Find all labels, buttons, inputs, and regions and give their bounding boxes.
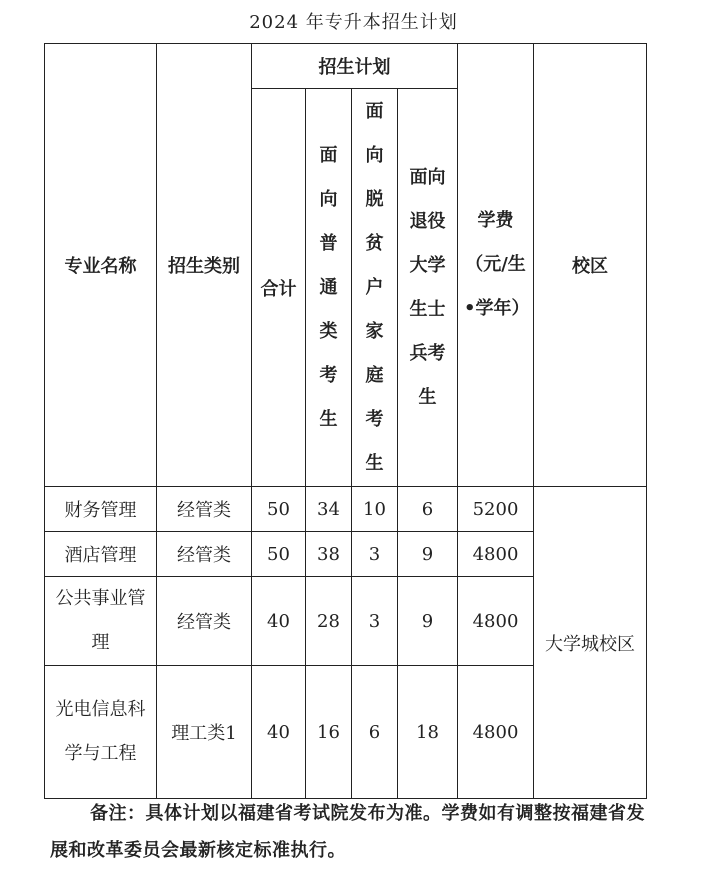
header-campus: 校区 [534,44,647,487]
cell-veteran: 9 [398,577,458,666]
cell-major [45,577,157,666]
header-tuition-text: 学费（元/生•学年） [464,210,530,319]
header-char: 普 [319,232,338,254]
header-char: 庭 [365,364,384,386]
cell-category: 理工类1 [157,666,252,799]
cell-veteran: 18 [398,666,458,799]
cell-regular: 34 [306,487,352,532]
cell-major-text: 光电信息科学与工程 [55,699,146,764]
cell-major [45,666,157,799]
cell-poverty: 10 [352,487,398,532]
cell-total: 50 [252,532,306,577]
cell-poverty: 6 [352,666,398,799]
cell-category: 经管类 [157,532,252,577]
footnote: 备注：具体计划以福建省考试院发布为准。学费如有调整按福建省发展和改革委员会最新核定标准执行。 [50,803,645,861]
header-veteran-text: 面向退役大学生士兵考生 [409,166,446,408]
cell-major: 财务管理 [45,487,157,532]
cell-tuition: 5200 [458,487,534,532]
header-char: 脱 [365,188,384,210]
header-char: 面 [319,144,338,166]
header-char: 生 [319,408,338,430]
header-char: 考 [319,364,338,386]
cell-poverty: 3 [352,577,398,666]
cell-regular: 28 [306,577,352,666]
header-char: 考 [365,408,384,430]
cell-category: 经管类 [157,487,252,532]
table-row [45,487,647,532]
cell-total: 40 [252,577,306,666]
header-char: 面 [365,100,384,122]
cell-poverty: 3 [352,532,398,577]
cell-campus: 大学城校区 [534,487,647,799]
cell-regular: 16 [306,666,352,799]
cell-veteran: 9 [398,532,458,577]
cell-major: 酒店管理 [45,532,157,577]
header-plan-group: 招生计划 [252,44,458,89]
header-category: 招生类别 [157,44,252,487]
cell-veteran: 6 [398,487,458,532]
header-char: 类 [319,320,338,342]
cell-tuition: 4800 [458,577,534,666]
cell-regular: 38 [306,532,352,577]
header-char: 家 [365,320,384,342]
header-char: 向 [365,144,384,166]
header-veteran [398,89,458,487]
header-tuition [458,44,534,487]
header-char: 户 [365,276,384,298]
cell-total: 50 [252,487,306,532]
cell-tuition: 4800 [458,666,534,799]
header-char: 通 [319,276,338,298]
header-char: 贫 [365,232,384,254]
page-title: 2024 年专升本招生计划 [249,12,458,33]
header-poverty [352,89,398,487]
cell-category: 经管类 [157,577,252,666]
header-char: 向 [319,188,338,210]
header-char: 生 [365,452,384,474]
header-total: 合计 [252,89,306,487]
header-major: 专业名称 [45,44,157,487]
cell-tuition: 4800 [458,532,534,577]
cell-major-text: 公共事业管理 [55,588,146,653]
enrollment-plan-table [44,43,647,799]
header-regular [306,89,352,487]
cell-total: 40 [252,666,306,799]
